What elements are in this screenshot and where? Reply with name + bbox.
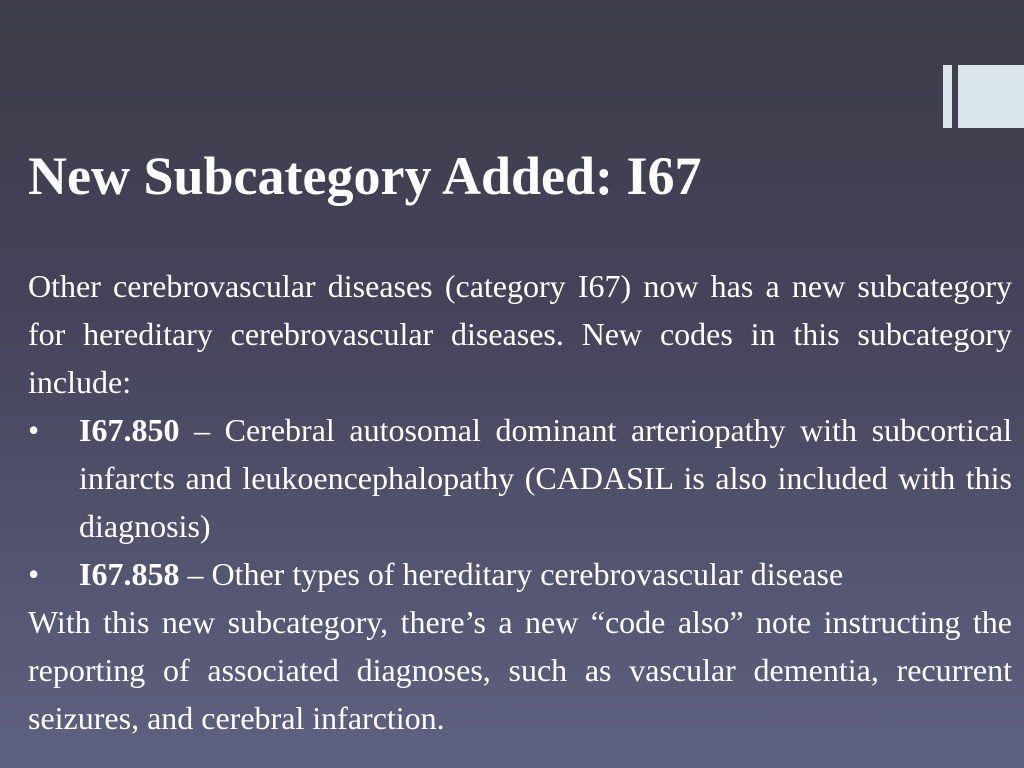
decoration-bar-thin: [943, 65, 952, 128]
slide-title: New Subcategory Added: I67: [28, 146, 702, 206]
list-item: [28, 550, 1012, 598]
bullet-marker: •: [28, 556, 40, 592]
code-label: I67.858: [79, 556, 180, 592]
code-description: – Other types of hereditary cerebrovascular disease: [179, 556, 844, 592]
corner-decoration: [943, 65, 1024, 128]
intro-paragraph: Other cerebrovascular diseases (category I67) now has a new subcategory for hereditary cerebrovascular diseases. New codes in this subcategory include:: [28, 268, 1012, 400]
slide-body: [28, 262, 1012, 742]
bullet-marker: •: [28, 412, 40, 448]
decoration-bar-wide: [958, 65, 1024, 128]
code-description: – Cerebral autosomal dominant arteriopathy with subcortical infarcts and leukoencephalopathy (CADASIL is also included with this diagnosis): [79, 412, 1012, 544]
list-item: [28, 406, 1012, 550]
code-label: I67.850: [79, 412, 180, 448]
closing-paragraph: With this new subcategory, there’s a new “code also” note instructing the reporting of associated diagnoses, such as vascular dementia, recurrent seizures, and cerebral infarction.: [28, 604, 1012, 736]
code-list: [28, 406, 1012, 598]
